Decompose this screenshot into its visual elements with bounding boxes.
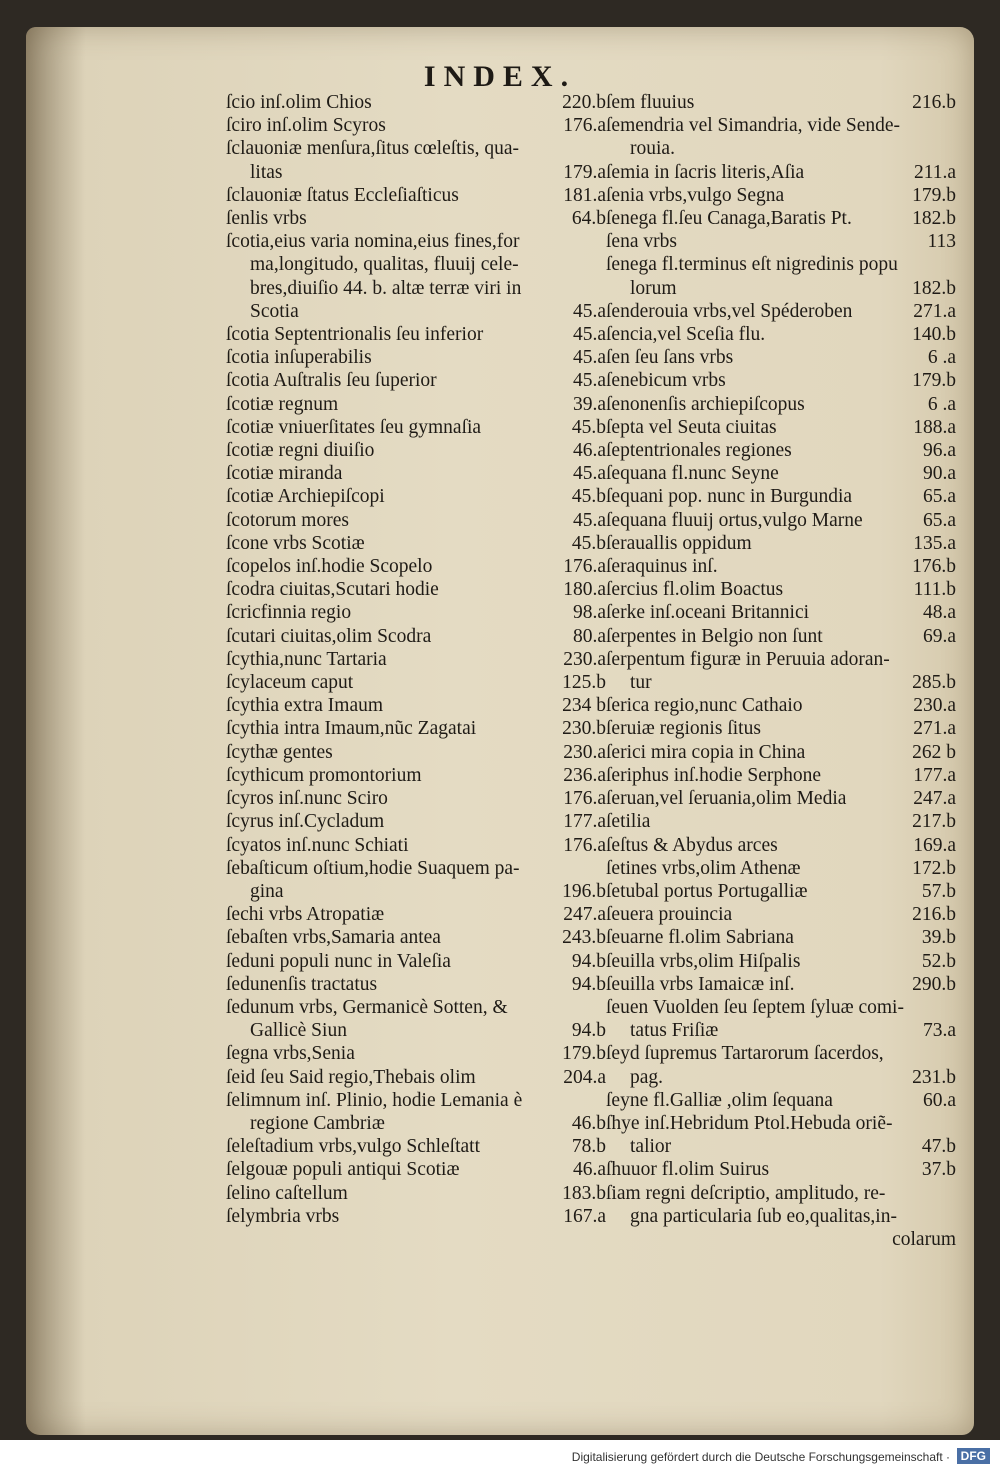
entry-page-ref: 177.a [913,764,956,786]
entry-term: ſcotiæ Archiepiſcopi [226,486,385,508]
entry-term: ſcotia Auſtralis ſeu ſuperior [226,370,437,392]
entry-page-ref: 230.a [563,741,606,763]
entry-term: gina [250,880,284,902]
index-entry [606,1182,956,1205]
index-entry [226,764,606,787]
entry-term: ſcotiæ miranda [226,463,343,485]
entry-term: ſena vrbs [606,231,677,253]
spine-shadow [26,27,86,1435]
entry-term: ſcythia extra Imaum [226,695,384,717]
entry-term: ſciro inſ.olim Scyros [226,115,386,137]
entry-term: ſenonenſis archiepiſcopus [606,393,805,415]
entry-term: ſedunenſis tractatus [226,973,378,995]
entry-term: ſelymbria vrbs [226,1205,340,1227]
index-entry [606,880,956,903]
entry-term: ſcotia,eius varia nomina,eius fines,for [226,231,520,253]
index-entry [606,926,956,949]
entry-page-ref: 176.a [563,556,606,578]
index-entry [226,1112,606,1135]
index-entry [606,741,956,764]
entry-page-ref: 39.a [572,393,606,415]
index-entry [226,1135,606,1158]
entry-term: ſenlis vrbs [226,208,307,230]
index-entry [606,277,956,300]
entry-term: ſeuera prouincia [606,904,733,926]
entry-term: bres,diuiſio 44. b. altæ terræ viri in [250,277,522,299]
entry-term: ſeuen Vuolden ſeu ſeptem ſyluæ comi- [606,996,904,1018]
index-entry [226,1066,606,1089]
entry-page-ref: 179.b [912,370,956,392]
entry-page-ref: 262 b [912,741,956,763]
entry-page-ref: 94.b [571,950,606,972]
index-entry [226,323,606,346]
index-entry [606,973,956,996]
entry-page-ref: 169.a [913,834,956,856]
index-entry [606,207,956,230]
index-entry [226,926,606,949]
entry-term: ſcodra ciuitas,Scutari hodie [226,579,439,601]
entry-term: ſcotia Septentrionalis ſeu inferior [226,324,484,346]
entry-page-ref: 220.b [562,92,606,113]
entry-term: ſcotiæ regnum [226,393,339,415]
entry-term: ſcythia intra Imaum,nũc Zagatai [226,718,477,740]
index-entry [226,671,606,694]
index-entry [606,996,956,1019]
index-entry [226,648,606,671]
entry-page-ref: 176.a [563,115,606,137]
entry-term: ſenderouia vrbs,vel Spéderoben [606,300,853,322]
entry-page-ref: 230.a [563,648,606,670]
entry-term: ſcyatos inſ.nunc Schiati [226,834,409,856]
entry-page-ref: 177.a [563,811,606,833]
index-entry [226,369,606,392]
entry-term: ſcotia inſuperabilis [226,347,372,369]
entry-page-ref: 45.a [572,347,606,369]
entry-term: ma,longitudo, qualitas, fluuij cele- [250,254,519,276]
entry-term: talior [630,1136,672,1158]
entry-term: ſcotiæ vniuerſitates ſeu gymnaſia [226,416,482,438]
entry-page-ref: 45.b [571,532,606,554]
index-entry [606,1019,956,1042]
index-entry [226,207,606,230]
entry-page-ref: 47.b [921,1136,956,1158]
entry-term: ſeuarne fl.olim Sabriana [606,927,794,949]
index-entry [226,137,606,160]
entry-term: ſebaſten vrbs,Samaria antea [226,927,441,949]
index-entry [606,1158,956,1181]
index-entry [606,1205,956,1228]
entry-page-ref: 45.a [572,324,606,346]
index-entry [606,1112,956,1135]
entry-term: ſeleſtadium vrbs,vulgo Schleſtatt [226,1136,480,1158]
entry-page-ref: 46.b [571,1112,606,1134]
entry-page-ref: 94.b [571,1020,606,1042]
entry-page-ref: 113 [927,231,956,253]
index-entry [606,253,956,276]
entry-term: ſerici mira copia in China [606,741,806,763]
index-entry [606,509,956,532]
index-entry [226,277,606,300]
entry-page-ref: 135.a [913,532,956,554]
index-entry [226,230,606,253]
entry-term: ſegna vrbs,Senia [226,1043,355,1065]
entry-page-ref: 183.b [562,1182,606,1204]
entry-page-ref: 80.a [572,625,606,647]
entry-term: ſetines vrbs,olim Athenæ [606,857,801,879]
index-entry [606,323,956,346]
index-entry [606,91,956,114]
entry-term: ſhye inſ.Hebridum Ptol.Hebuda oriẽ- [606,1112,893,1134]
entry-page-ref: 98.a [572,602,606,624]
index-entry [226,509,606,532]
index-entry [606,555,956,578]
entry-term: ſiam regni deſcriptio, amplitudo, re- [606,1182,886,1204]
entry-term: ſeriphus inſ.hodie Serphone [606,764,822,786]
entry-term: ſetilia [606,811,651,833]
entry-term: ſequani pop. nunc in Burgundia [606,486,853,508]
entry-term: ſeuilla vrbs,olim Hiſpalis [606,950,801,972]
entry-page-ref: 37.b [921,1159,956,1181]
index-entry [226,532,606,555]
index-entry [606,532,956,555]
entry-term: gna particularia ſub eo,qualitas,in- [630,1205,897,1227]
entry-page-ref: 271.a [913,718,956,740]
index-entry [226,857,606,880]
index-entry [226,1019,606,1042]
footer-bar [0,1440,1000,1473]
entry-page-ref: 96.a [922,440,956,462]
entry-term: ſcricfinnia regio [226,602,352,624]
index-entry [226,601,606,624]
entry-page-ref: 172.b [912,857,956,879]
entry-term: lorum [630,277,677,299]
entry-page-ref: 45.a [572,463,606,485]
entry-page-ref: 181.a [563,184,606,206]
index-entry [606,717,956,740]
page-header: INDEX. [423,60,577,93]
entry-page-ref: 167.a [563,1205,606,1227]
index-entry [606,1089,956,1112]
entry-page-ref: 65.a [922,486,956,508]
entry-page-ref: 271.a [913,300,956,322]
index-entry [606,1228,956,1251]
entry-term: ſcone vrbs Scotiæ [226,532,365,554]
entry-term: ſenebicum vrbs [606,370,726,392]
entry-page-ref: 230.a [913,695,956,717]
entry-term: colarum [892,1228,956,1250]
entry-page-ref: 60.a [922,1089,956,1111]
index-entry [226,834,606,857]
entry-term: ſeyd ſupremus Tartarorum ſacerdos, [606,1043,884,1065]
entry-page-ref: 231.b [912,1066,956,1088]
entry-term: ſcyrus inſ.Cycladum [226,811,385,833]
index-entry [606,369,956,392]
index-entry [226,439,606,462]
index-entry [606,346,956,369]
entry-page-ref: 111.b [913,579,956,601]
entry-term: ſcio inſ.olim Chios [226,92,372,113]
entry-term: ſeruan,vel ſeruania,olim Media [606,788,847,810]
entry-page-ref: 48.a [922,602,956,624]
entry-term: ſclauoniæ menſura,ſitus cœleſtis, qua- [226,138,519,160]
index-entry [226,1205,606,1228]
index-entry [606,903,956,926]
index-entry [226,578,606,601]
entry-term: ſequana fl.nunc Seyne [606,463,779,485]
entry-page-ref: 69.a [922,625,956,647]
entry-page-ref: 94.b [571,973,606,995]
entry-term: ſerauallis oppidum [606,532,752,554]
entry-page-ref: 90.a [922,463,956,485]
entry-term: ſcythicum promontorium [226,764,422,786]
index-entry [606,137,956,160]
index-entry [606,161,956,184]
entry-term: ſeptentrionales regiones [606,440,792,462]
entry-term: ſerke inſ.oceani Britannici [606,602,810,624]
entry-term: ſclauoniæ ſtatus Eccleſiaſticus [226,184,459,206]
entry-page-ref: 196.b [562,880,606,902]
entry-page-ref: 45.a [572,509,606,531]
index-entry [606,485,956,508]
index-entry [226,462,606,485]
entry-term: ſenia vrbs,vulgo Segna [606,184,785,206]
index-entry [606,764,956,787]
index-entry [606,416,956,439]
entry-term: Scotia [250,300,299,322]
entry-term: ſeyne fl.Galliæ ,olim ſequana [606,1089,833,1111]
entry-page-ref: 6 .a [927,347,956,369]
entry-page-ref: 290.b [912,973,956,995]
index-entry [606,462,956,485]
index-entry [606,439,956,462]
index-entry [226,973,606,996]
entry-term: ſenega fl.terminus eſt nigredinis popu [606,254,898,276]
funding-notice: Digitalisierung gefördert durch die Deutsche Forschungsgemeinschaft · [571,1450,950,1464]
entry-page-ref: 180.a [563,579,606,601]
entry-page-ref: 140.b [912,324,956,346]
entry-term: ſcyros inſ.nunc Sciro [226,788,388,810]
dfg-logo: DFG [957,1448,990,1464]
entry-term: ſeid ſeu Said regio,Thebais olim [226,1066,476,1088]
entry-term: tatus Friſiæ [630,1020,719,1042]
entry-page-ref: 179.a [563,161,606,183]
entry-term: ſelimnum inſ. Plinio, hodie Lemania è [226,1089,523,1111]
entry-page-ref: 188.a [913,416,956,438]
entry-term: ſcotiæ regni diuiſio [226,440,375,462]
entry-term: ſelino caſtellum [226,1182,348,1204]
entry-page-ref: 230.b [562,718,606,740]
index-entry [226,1042,606,1065]
entry-term: ſcotorum mores [226,509,349,531]
index-entry [226,717,606,740]
entry-page-ref: 64.b [571,208,606,230]
index-entry [226,625,606,648]
index-entry [226,416,606,439]
index-entry [606,393,956,416]
index-entry [606,950,956,973]
index-entry [226,880,606,903]
entry-term: ſemia in ſacris literis,Aſia [606,161,805,183]
entry-term: ſebaſticum oſtium,hodie Suaquem pa- [226,857,520,879]
index-entry [226,1158,606,1181]
index-entry [606,671,956,694]
entry-page-ref: 45.b [571,486,606,508]
index-entry [226,184,606,207]
entry-term: ſen ſeu ſans vrbs [606,347,734,369]
index-entry [606,1042,956,1065]
entry-term: ſechi vrbs Atropatiæ [226,904,385,926]
entry-page-ref: 6 .a [927,393,956,415]
index-entry [226,485,606,508]
entry-term: ſem fluuius [606,92,695,113]
index-entry [226,694,606,717]
entry-page-ref: 176.a [563,788,606,810]
index-column-right [606,91,956,1251]
index-entry [606,1135,956,1158]
entry-term: ſcythia,nunc Tartaria [226,648,387,670]
index-entry [226,903,606,926]
entry-term: ſemendria vel Simandria, vide Sende- [606,115,901,137]
index-entry [226,741,606,764]
entry-page-ref: 45.a [572,370,606,392]
index-entry [226,1089,606,1112]
entry-term: rouia. [630,138,675,160]
entry-term: ſenega fl.ſeu Canaga,Baratis Pt. [606,208,852,230]
entry-term: litas [250,161,283,183]
index-entry [606,114,956,137]
entry-page-ref: 46.a [572,440,606,462]
index-entry [606,184,956,207]
entry-page-ref: 45.b [571,416,606,438]
entry-term: ſerica regio,nunc Cathaio [606,695,803,717]
entry-term: ſcutari ciuitas,olim Scodra [226,625,432,647]
entry-page-ref: 176.a [563,834,606,856]
entry-page-ref: 234 b [562,695,606,717]
entry-page-ref: 78.b [571,1136,606,1158]
entry-page-ref: 182.b [912,208,956,230]
entry-page-ref: 45.a [572,300,606,322]
entry-term: ſeraquinus inſ. [606,556,718,578]
index-entry [226,393,606,416]
entry-term: ſencia,vel Sceſia flu. [606,324,766,346]
entry-term: ſeruiæ regionis ſitus [606,718,761,740]
entry-page-ref: 73.a [922,1020,956,1042]
entry-term: ſelgouæ populi antiqui Scotiæ [226,1159,460,1181]
entry-page-ref: 52.b [921,950,956,972]
entry-term: pag. [630,1066,664,1088]
index-entry [226,810,606,833]
index-entry [606,810,956,833]
entry-page-ref: 216.b [912,904,956,926]
index-entry [606,857,956,880]
entry-term: ſeuilla vrbs Iamaicæ inſ. [606,973,795,995]
entry-term: ſetubal portus Portugalliæ [606,880,808,902]
entry-page-ref: 211.a [913,161,956,183]
entry-term: ſequana fluuij ortus,vulgo Marne [606,509,863,531]
index-entry [606,601,956,624]
index-entry [226,950,606,973]
entry-page-ref: 236.a [563,764,606,786]
index-entry [226,161,606,184]
entry-page-ref: 176.b [912,556,956,578]
entry-term: ſercius fl.olim Boactus [606,579,784,601]
entry-page-ref: 179.b [562,1043,606,1065]
entry-page-ref: 217.b [912,811,956,833]
entry-term: ſcopelos inſ.hodie Scopelo [226,556,433,578]
entry-page-ref: 204.a [563,1066,606,1088]
entry-term: Gallicè Siun [250,1020,347,1042]
entry-page-ref: 46.a [572,1159,606,1181]
entry-page-ref: 247.a [913,788,956,810]
index-entry [226,996,606,1019]
index-entry [226,555,606,578]
entry-term: tur [630,672,652,694]
index-entry [606,648,956,671]
index-entry [226,114,606,137]
index-entry [226,91,606,114]
entry-page-ref: 247.a [563,904,606,926]
index-entry [226,1182,606,1205]
index-entry [606,625,956,648]
entry-page-ref: 182.b [912,277,956,299]
entry-term: ſeduni populi nunc in Valeſia [226,950,451,972]
entry-term: ſerpentes in Belgio non ſunt [606,625,823,647]
entry-page-ref: 65.a [922,509,956,531]
index-entry [606,694,956,717]
entry-page-ref: 57.b [921,880,956,902]
index-entry [226,346,606,369]
index-entry [226,253,606,276]
entry-page-ref: 285.b [912,672,956,694]
entry-term: ſedunum vrbs, Germanicè Sotten, & [226,996,508,1018]
index-entry [226,787,606,810]
entry-term: ſhuuor fl.olim Suirus [606,1159,770,1181]
entry-page-ref: 39.b [921,927,956,949]
index-column-left [226,91,606,1228]
index-entry [606,300,956,323]
index-entry [606,787,956,810]
entry-page-ref: 243.b [562,927,606,949]
book-page [26,27,974,1435]
entry-term: regione Cambriæ [250,1112,385,1134]
index-entry [606,1066,956,1089]
entry-term: ſcythæ gentes [226,741,333,763]
index-entry [606,578,956,601]
entry-term: ſepta vel Seuta ciuitas [606,416,777,438]
entry-page-ref: 216.b [912,92,956,113]
index-entry [606,230,956,253]
index-entry [226,300,606,323]
entry-term: ſeſtus & Abydus arces [606,834,778,856]
entry-page-ref: 125.b [562,672,606,694]
entry-page-ref: 179.b [912,184,956,206]
entry-term: ſcylaceum caput [226,672,354,694]
index-entry [606,834,956,857]
entry-term: ſerpentum figuræ in Peruuia adoran- [606,648,890,670]
